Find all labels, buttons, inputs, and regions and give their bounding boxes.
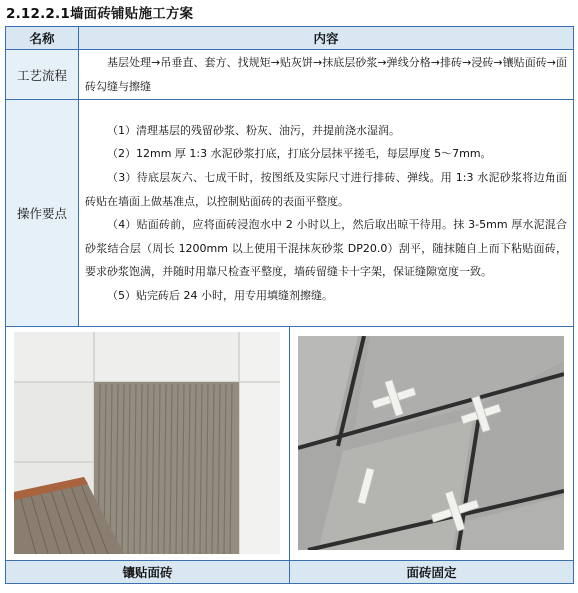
keypoint-1: （1）清理基层的残留砂浆、粉灰、油污，并提前浇水湿润。	[107, 123, 400, 137]
tile-spacer-photo	[298, 336, 564, 550]
keypoint-5: （5）贴完砖后 24 小时，用专用填缝剂擦缝。	[107, 288, 333, 302]
process-text: 基层处理→吊垂直、套方、找规矩→贴灰饼→抹底层砂浆→弹线分格→排砖→浸砖→镶贴面砖→面砖勾缝与擦缝	[85, 56, 568, 93]
keypoint-3: （3）待底层灰六、七成干时，按图纸及实际尺寸进行排砖、弹线。用 1:3 水泥砂浆将边角面砖贴在墙面上做基准点，以控制贴面砖的表面平整度。	[85, 171, 568, 208]
row-label-keypoints: 操作要点	[6, 100, 79, 327]
header-name: 名称	[6, 27, 79, 50]
tile-laying-photo	[14, 332, 280, 554]
page-title: 2.12.2.1墙面砖铺贴施工方案	[6, 6, 194, 22]
row-label-process: 工艺流程	[6, 50, 79, 100]
table-row-process	[6, 50, 574, 100]
keypoint-2: （2）12mm 厚 1:3 水泥砂浆打底，打底分层抹平搓毛，每层厚度 5～7mm。	[107, 147, 492, 161]
caption-row	[6, 561, 574, 584]
table-header-row	[6, 27, 574, 50]
image-cell-left	[6, 327, 290, 561]
row-content-process	[79, 50, 574, 100]
image-cell-right	[290, 327, 574, 561]
keypoint-4: （4）贴面砖前，应将面砖浸泡水中 2 小时以上，然后取出晾干待用。抹 3-5mm 厚水泥混合砂浆结合层（周长 1200mm 以上使用干混抹灰砂浆 DP20.0）刮平，随抹随自上而下粘贴面砖，要求砂浆饱满，并随时用靠尺检查平整度，墙砖留缝卡十字架，保证缝隙宽度一致。	[85, 218, 568, 279]
caption-left: 镶贴面砖	[6, 561, 290, 584]
row-content-keypoints	[79, 100, 574, 327]
header-content: 内容	[79, 27, 574, 50]
table-row-images	[6, 327, 574, 561]
table-row-keypoints	[6, 100, 574, 327]
caption-right: 面砖固定	[290, 561, 574, 584]
construction-plan-table	[5, 26, 574, 584]
